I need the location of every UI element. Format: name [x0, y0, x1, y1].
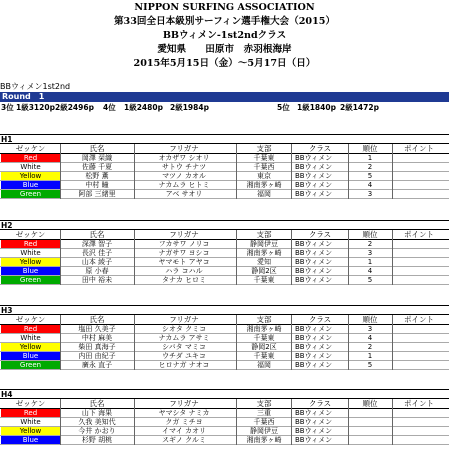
- column-divider: [60, 315, 61, 370]
- heat-3: [0, 305, 449, 370]
- table-row: [0, 325, 449, 334]
- cell-kana: シバタ マミコ: [162, 343, 206, 351]
- zekken-color-swatch: Blue: [1, 181, 60, 189]
- cell-kana: スギノ クルミ: [162, 436, 206, 444]
- column-header-name: 氏名: [89, 399, 105, 408]
- column-header-name: 氏名: [89, 144, 105, 153]
- table-row: [0, 190, 449, 199]
- column-header-zekken: ゼッケン: [15, 144, 46, 153]
- column-divider: [60, 230, 61, 285]
- cell-kana: クガ ミチヨ: [165, 418, 203, 426]
- zekken-color-swatch: White: [1, 334, 60, 342]
- zekken-color-swatch: Red: [1, 325, 60, 333]
- zekken-color-swatch: Yellow: [1, 343, 60, 351]
- column-header-rank: 順位: [362, 144, 378, 153]
- table-row: [0, 427, 449, 436]
- zekken-color-swatch: White: [1, 163, 60, 171]
- column-header-rank: 順位: [362, 230, 378, 239]
- cell-class: BBウィメン: [295, 172, 333, 180]
- table-row: [0, 361, 449, 370]
- column-header-kana: フリガナ: [169, 315, 199, 324]
- cell-branch: 千葉東: [253, 276, 275, 284]
- cell-kana: アベ サオリ: [165, 190, 203, 198]
- cell-rank: 5: [367, 361, 373, 369]
- zekken-color-swatch: Blue: [1, 436, 60, 444]
- cell-kana: イマイ カオリ: [161, 427, 207, 435]
- advance-4-class1: 1級2480p: [124, 103, 163, 112]
- zekken-color-swatch: White: [1, 418, 60, 426]
- cell-branch: 千葉東: [253, 352, 275, 360]
- column-header-point: ポイント: [404, 144, 434, 153]
- cell-name: 山本 綾子: [81, 258, 113, 266]
- table-row: [0, 267, 449, 276]
- cell-class: BBウィメン: [295, 154, 333, 162]
- table-row: [0, 418, 449, 427]
- advance-3-class1: 1級3120p: [16, 103, 55, 112]
- column-header-branch: 支部: [256, 230, 272, 239]
- cell-class: BBウィメン: [295, 258, 333, 266]
- column-divider: [134, 144, 135, 199]
- cell-name: 岡澤 栞織: [81, 154, 113, 162]
- cell-rank: 3: [367, 249, 373, 257]
- document-header: [0, 1, 449, 71]
- header-line-2: 第33回全日本級別サーフィン選手権大会（2015）: [113, 16, 336, 27]
- header-line-3: BBウィメン-1st2ndクラス: [162, 30, 287, 41]
- cell-branch: 愛知: [257, 258, 271, 266]
- column-divider: [236, 315, 237, 370]
- cell-name: 原 小春: [85, 267, 109, 275]
- cell-branch: 千葉東: [253, 334, 275, 342]
- column-header-zekken: ゼッケン: [15, 315, 46, 324]
- heat-label: H2: [0, 220, 449, 230]
- column-divider: [134, 399, 135, 445]
- cell-class: BBウィメン: [295, 418, 333, 426]
- cell-rank: 5: [367, 276, 373, 284]
- table-row: [0, 154, 449, 163]
- cell-branch: 三重: [257, 409, 271, 417]
- cell-name: 杉野 胡桃: [81, 436, 113, 444]
- cell-rank: 1: [367, 154, 373, 162]
- column-header-class: クラス: [308, 144, 332, 153]
- column-header-point: ポイント: [404, 315, 434, 324]
- cell-class: BBウィメン: [295, 334, 333, 342]
- zekken-color-swatch: Red: [1, 240, 60, 248]
- column-header-point: ポイント: [404, 399, 434, 408]
- cell-branch: 福岡: [257, 190, 271, 198]
- zekken-color-swatch: Yellow: [1, 427, 60, 435]
- cell-name: 今井 かおり: [78, 427, 116, 435]
- cell-branch: 静岡2区: [251, 267, 277, 275]
- cell-branch: 湘南茅ヶ崎: [246, 249, 282, 257]
- cell-class: BBウィメン: [295, 267, 333, 275]
- zekken-color-swatch: Yellow: [1, 172, 60, 180]
- zekken-color-swatch: Blue: [1, 267, 60, 275]
- table-row: [0, 258, 449, 267]
- column-header-point: ポイント: [404, 230, 434, 239]
- zekken-color-swatch: Green: [1, 361, 60, 369]
- zekken-color-swatch: Blue: [1, 352, 60, 360]
- cell-name: 中村 瞳: [85, 181, 109, 189]
- advance-5-class2: 2級1472p: [340, 103, 379, 112]
- advance-rank-4: 4位: [103, 103, 116, 112]
- table-row: [0, 172, 449, 181]
- column-header-kana: フリガナ: [169, 230, 199, 239]
- cell-class: BBウィメン: [295, 190, 333, 198]
- column-divider: [291, 315, 292, 370]
- column-divider: [348, 144, 349, 199]
- column-header-rank: 順位: [362, 399, 378, 408]
- cell-kana: ヤマモト アヤコ: [158, 258, 210, 266]
- cell-kana: マツノ カオル: [162, 172, 206, 180]
- table-header-row: [0, 230, 449, 240]
- class-subtitle: BBウィメン1st2nd: [0, 82, 71, 91]
- column-header-name: 氏名: [89, 230, 105, 239]
- cell-branch: 湘南茅ヶ崎: [246, 436, 282, 444]
- table-header-row: [0, 399, 449, 409]
- cell-kana: サトウ チナツ: [161, 163, 207, 171]
- column-header-class: クラス: [308, 230, 332, 239]
- table-header-row: [0, 144, 449, 154]
- cell-branch: 福岡: [257, 361, 271, 369]
- header-line-5: 2015年5月15日（金）～5月17日（日）: [133, 58, 316, 69]
- column-divider: [392, 144, 393, 199]
- cell-class: BBウィメン: [295, 181, 333, 189]
- column-divider: [348, 315, 349, 370]
- heat-2: [0, 220, 449, 285]
- cell-class: BBウィメン: [295, 325, 333, 333]
- column-divider: [236, 230, 237, 285]
- cell-rank: 2: [367, 240, 373, 248]
- zekken-color-swatch: Red: [1, 154, 60, 162]
- cell-kana: タナカ ヒロミ: [161, 276, 207, 284]
- cell-rank: 4: [367, 181, 373, 189]
- cell-name: 松野 薫: [85, 172, 109, 180]
- zekken-color-swatch: Green: [1, 190, 60, 198]
- cell-name: 内田 由紀子: [78, 352, 116, 360]
- cell-branch: 静岡伊豆: [250, 240, 278, 248]
- cell-rank: 3: [367, 325, 373, 333]
- cell-class: BBウィメン: [295, 276, 333, 284]
- cell-class: BBウィメン: [295, 427, 333, 435]
- cell-rank: 4: [367, 267, 373, 275]
- column-header-name: 氏名: [89, 315, 105, 324]
- column-header-branch: 支部: [256, 399, 272, 408]
- column-header-kana: フリガナ: [169, 144, 199, 153]
- column-divider: [236, 144, 237, 199]
- cell-kana: ナカムラ ヒトミ: [158, 181, 210, 189]
- table-row: [0, 249, 449, 258]
- table-row: [0, 436, 449, 445]
- table-row: [0, 409, 449, 418]
- cell-class: BBウィメン: [295, 409, 333, 417]
- cell-branch: 千葉東: [253, 154, 275, 162]
- cell-name: 柴田 真海子: [78, 343, 116, 351]
- heat-4: [0, 389, 449, 445]
- advance-rank-3: 3位: [1, 103, 14, 112]
- cell-kana: ナガサワ ヨシコ: [158, 249, 210, 257]
- column-divider: [291, 230, 292, 285]
- cell-class: BBウィメン: [295, 361, 333, 369]
- heat-label: H4: [0, 389, 449, 399]
- advance-rank-5: 5位: [277, 103, 290, 112]
- cell-class: BBウィメン: [295, 240, 333, 248]
- cell-rank: 1: [367, 352, 373, 360]
- table-row: [0, 343, 449, 352]
- column-divider: [134, 315, 135, 370]
- zekken-color-swatch: Green: [1, 276, 60, 284]
- cell-kana: フカサワ ノリコ: [158, 240, 210, 248]
- cell-rank: 1: [367, 258, 373, 266]
- cell-rank: 5: [367, 172, 373, 180]
- column-divider: [348, 230, 349, 285]
- cell-class: BBウィメン: [295, 163, 333, 171]
- cell-branch: 湘南茅ヶ崎: [246, 181, 282, 189]
- zekken-color-swatch: Red: [1, 409, 60, 417]
- cell-branch: 千葉西: [253, 418, 275, 426]
- column-divider: [392, 399, 393, 445]
- cell-branch: 千葉西: [253, 163, 275, 171]
- cell-name: 田中 裕未: [81, 276, 113, 284]
- table-row: [0, 334, 449, 343]
- cell-name: 長沢 佳子: [81, 249, 113, 257]
- cell-rank: 3: [367, 190, 373, 198]
- column-header-branch: 支部: [256, 144, 272, 153]
- advance-5-class1: 1級1840p: [297, 103, 336, 112]
- heat-label: H3: [0, 305, 449, 315]
- cell-kana: オカザワ シオリ: [158, 154, 210, 162]
- cell-name: 久我 美知代: [78, 418, 116, 426]
- cell-class: BBウィメン: [295, 352, 333, 360]
- column-divider: [392, 315, 393, 370]
- cell-name: 佐藤 千夏: [81, 163, 113, 171]
- advance-3-class2: 2級2496p: [55, 103, 94, 112]
- cell-name: 阿部 三緒里: [78, 190, 116, 198]
- table-row: [0, 276, 449, 285]
- column-divider: [348, 399, 349, 445]
- cell-branch: 湘南茅ヶ崎: [246, 325, 282, 333]
- cell-name: 塩田 久美子: [78, 325, 116, 333]
- table-row: [0, 352, 449, 361]
- table-row: [0, 163, 449, 172]
- cell-class: BBウィメン: [295, 343, 333, 351]
- heat-label: H1: [0, 134, 449, 144]
- cell-kana: シオタ クミコ: [161, 325, 207, 333]
- column-divider: [392, 230, 393, 285]
- column-divider: [291, 399, 292, 445]
- table-row: [0, 181, 449, 190]
- cell-class: BBウィメン: [295, 436, 333, 444]
- column-divider: [291, 144, 292, 199]
- header-line-4: 愛知県 田原市 赤羽根海岸: [157, 44, 292, 55]
- column-header-branch: 支部: [256, 315, 272, 324]
- round-banner: Round 1: [0, 92, 449, 102]
- column-divider: [60, 144, 61, 199]
- cell-branch: 静岡2区: [251, 343, 277, 351]
- cell-kana: ハラ コハル: [165, 267, 203, 275]
- zekken-color-swatch: Yellow: [1, 258, 60, 266]
- column-header-zekken: ゼッケン: [15, 230, 46, 239]
- table-row: [0, 240, 449, 249]
- cell-rank: 4: [367, 334, 373, 342]
- cell-kana: ヤマシタ ナミカ: [158, 409, 210, 417]
- column-header-class: クラス: [308, 399, 332, 408]
- column-header-rank: 順位: [362, 315, 378, 324]
- cell-kana: ナカムラ アサミ: [158, 334, 210, 342]
- cell-name: 深澤 智子: [81, 240, 113, 248]
- advance-4-class2: 2級1984p: [170, 103, 209, 112]
- column-header-zekken: ゼッケン: [15, 399, 46, 408]
- cell-branch: 静岡伊豆: [250, 427, 278, 435]
- cell-name: 山下 海果: [81, 409, 113, 417]
- cell-rank: 2: [367, 343, 373, 351]
- column-divider: [236, 399, 237, 445]
- header-line-1: NIPPON SURFING ASSOCIATION: [134, 2, 315, 13]
- heat-1: [0, 134, 449, 199]
- column-divider: [60, 399, 61, 445]
- cell-class: BBウィメン: [295, 249, 333, 257]
- column-divider: [134, 230, 135, 285]
- zekken-color-swatch: White: [1, 249, 60, 257]
- table-header-row: [0, 315, 449, 325]
- cell-name: 廣永 直子: [81, 361, 113, 369]
- column-header-kana: フリガナ: [169, 399, 199, 408]
- cell-kana: ウチダ ユキコ: [162, 352, 206, 360]
- cell-name: 中村 麻美: [81, 334, 113, 342]
- cell-rank: 2: [367, 163, 373, 171]
- cell-kana: ヒロナガ ナオコ: [158, 361, 210, 369]
- cell-branch: 東京: [257, 172, 271, 180]
- column-header-class: クラス: [308, 315, 332, 324]
